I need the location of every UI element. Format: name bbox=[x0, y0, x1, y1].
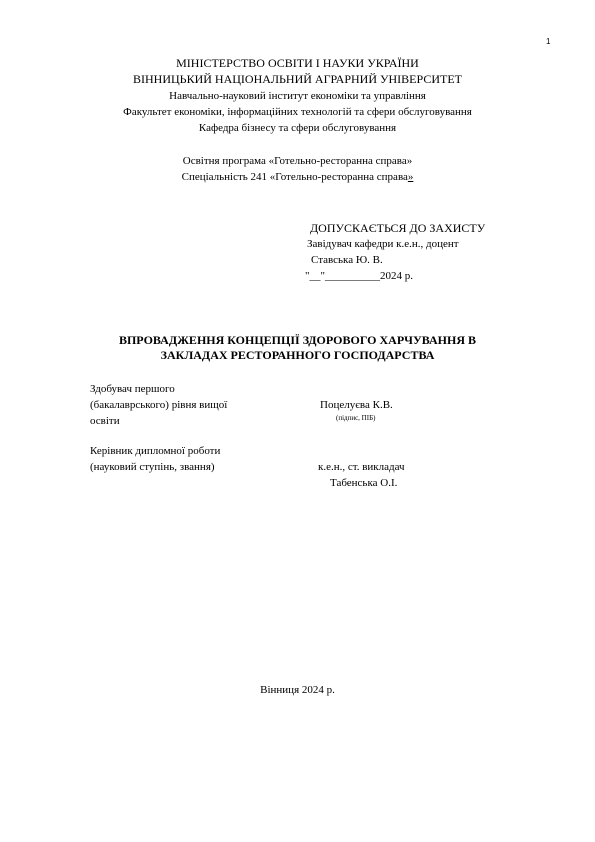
supervisor-label-line-2: (науковий ступінь, звання) bbox=[90, 461, 215, 473]
institute-line: Навчально-науковий інститут економіки та управління bbox=[169, 90, 426, 102]
specialty-line bbox=[0, 170, 595, 185]
faculty-line: Факультет економіки, інформаційних технологій та сфери обслуговування bbox=[123, 106, 472, 118]
student-signature-note: (підпис, ПІБ) bbox=[336, 414, 376, 422]
approval-head-line: Завідувач кафедри к.е.н., доцент bbox=[307, 238, 459, 250]
thesis-title-line-2: ЗАКЛАДАХ РЕСТОРАННОГО ГОСПОДАРСТВА bbox=[160, 348, 435, 362]
specialty-closing-quote: » bbox=[407, 171, 414, 183]
department-line: Кафедра бізнесу та сфери обслуговування bbox=[198, 122, 397, 134]
program-line: Освітня програма «Готельно-ресторанна справа» bbox=[182, 155, 413, 167]
student-name: Поцелуєва К.В. bbox=[320, 399, 393, 411]
ministry-heading: МІНІСТЕРСТВО ОСВІТИ І НАУКИ УКРАЇНИ bbox=[176, 56, 419, 70]
approval-date-line: "__"__________2024 р. bbox=[305, 270, 413, 282]
supervisor-degree: к.е.н., ст. викладач bbox=[318, 461, 405, 473]
approval-head-name: Ставська Ю. В. bbox=[311, 254, 383, 266]
page-number: 1 bbox=[546, 37, 551, 46]
specialty-text: Спеціальність 241 «Готельно-ресторанна справа bbox=[181, 171, 408, 183]
city-year: Вінниця 2024 р. bbox=[260, 684, 335, 696]
supervisor-label-line-1: Керівник дипломної роботи bbox=[90, 445, 221, 457]
student-label-line-3: освіти bbox=[90, 415, 120, 427]
thesis-title-line-1: ВПРОВАДЖЕННЯ КОНЦЕПЦІЇ ЗДОРОВОГО ХАРЧУВАННЯ В bbox=[118, 333, 477, 347]
student-label-line-1: Здобувач першого bbox=[90, 383, 175, 395]
approval-title: ДОПУСКАЄТЬСЯ ДО ЗАХИСТУ bbox=[310, 221, 486, 235]
student-label-line-2: (бакалаврського) рівня вищої bbox=[90, 399, 228, 411]
university-heading: ВІННИЦЬКИЙ НАЦІОНАЛЬНИЙ АГРАРНИЙ УНІВЕРСИТЕТ bbox=[133, 72, 462, 86]
supervisor-name: Табенська О.І. bbox=[330, 477, 398, 489]
